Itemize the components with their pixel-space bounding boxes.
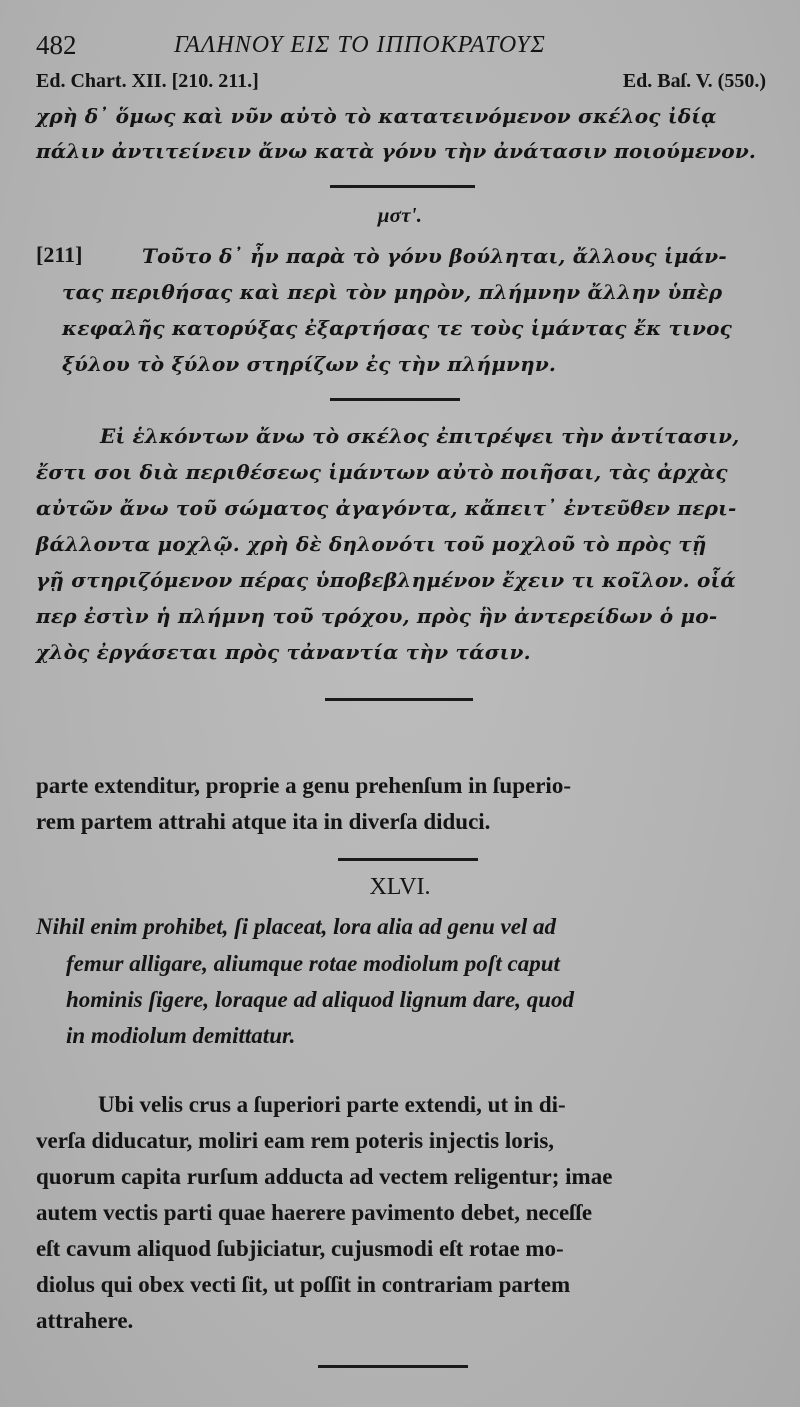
greek-intro-line: χρὴ δ᾽ ὅμως καὶ νῦν αὐτὸ τὸ κατατεινόμενον σκέλος ἰδίᾳ	[36, 104, 717, 128]
greek-commentary-line: βάλλοντα μοχλῷ. χρὴ δὲ δηλονότι τοῦ μοχλοῦ τὸ πρὸς τῇ	[36, 532, 707, 556]
latin-section-line: in modiolum demittatur.	[66, 1023, 296, 1048]
latin-section-line: femur alligare, aliumque rotae modiolum poſt caput	[66, 951, 560, 976]
latin-intro-line: parte extenditur, proprie a genu prehenſum in ſuperio-	[36, 773, 571, 798]
section-divider	[330, 185, 475, 188]
greek-commentary-line: περ ἐστὶν ἡ πλήμνη τοῦ τρόχου, πρὸς ἣν ἀντερείδων ὁ μο-	[36, 604, 718, 628]
latin-intro-line: rem partem attrahi atque ita in diverſa diduci.	[36, 809, 491, 834]
latin-commentary-line: diolus qui obex vecti ſit, ut poſſit in contrariam partem	[36, 1272, 571, 1297]
page-marker: [211]	[36, 242, 83, 267]
section-divider	[338, 858, 478, 861]
latin-section-line: Nihil enim prohibet, ſi placeat, lora alia ad genu vel ad	[36, 914, 557, 939]
section-divider	[325, 698, 473, 701]
latin-commentary-line: Ubi velis crus a ſuperiori parte extendi, ut in di-	[98, 1092, 566, 1117]
edition-line	[36, 70, 766, 96]
greek-section-line: κεφαλῆς κατορύξας ἐξαρτήσας τε τοὺς ἱμάντας ἔκ τινος	[62, 316, 733, 340]
running-head	[36, 30, 766, 66]
edition-left: Ed. Chart. XII. [210. 211.]	[36, 70, 259, 92]
greek-commentary-line: ἔστι σοι διὰ περιθέσεως ἱμάντων αὐτὸ ποιῆσαι, τὰς ἀρχὰς	[36, 460, 728, 484]
latin-section-line: hominis ſigere, loraque ad aliquod lignum dare, quod	[66, 987, 574, 1012]
latin-section-number: XLVI.	[369, 874, 431, 900]
greek-section-line: ξύλου τὸ ξύλον στηρίζων ἐς τὴν πλήμνην.	[62, 352, 557, 376]
greek-section-line: τας περιθήσας καὶ περὶ τὸν μηρὸν, πλήμνην ἄλλην ὑπὲρ	[62, 280, 723, 304]
greek-commentary-line: γῇ στηριζόμενον πέρας ὑποβεβλημένον ἔχειν τι κοῖλον. οἷά	[36, 568, 736, 592]
greek-commentary-line: αὐτῶν ἄνω τοῦ σώματος ἀγαγόντα, κἄπειτ᾽ ἐντεῦθεν περι-	[36, 496, 737, 520]
page-number: 482	[36, 30, 77, 60]
section-divider	[318, 1365, 468, 1368]
greek-commentary-line: χλὸς ἐργάσεται πρὸς τἀναντία τὴν τάσιν.	[36, 640, 531, 664]
latin-commentary-line: quorum capita rurſum adducta ad vectem religentur; imae	[36, 1164, 613, 1189]
greek-intro-line: πάλιν ἀντιτείνειν ἄνω κατὰ γόνυ τὴν ἀνάτασιν ποιούμενον.	[36, 139, 757, 163]
latin-commentary-line: eſt cavum aliquod ſubjiciatur, cujusmodi eſt rotae mo-	[36, 1236, 564, 1261]
greek-section-line: Τοῦτο δ᾽ ἦν παρὰ τὸ γόνυ βούληται, ἄλλους ἱμάν-	[142, 244, 727, 268]
latin-commentary-line: verſa diducatur, moliri eam rem poteris injectis loris,	[36, 1128, 555, 1153]
section-divider	[330, 398, 460, 401]
greek-section-number: μστʹ.	[377, 203, 423, 227]
running-title: ΓΑΛΗΝΟΥ ΕΙΣ ΤΟ ΙΠΠΟΚΡΑΤΟΥΣ	[174, 32, 546, 58]
latin-commentary-line: attrahere.	[36, 1308, 134, 1333]
latin-commentary-line: autem vectis parti quae haerere pavimento debet, neceſſe	[36, 1200, 593, 1225]
greek-commentary-line: Εἰ ἑλκόντων ἄνω τὸ σκέλος ἐπιτρέψει τὴν ἀντίτασιν,	[100, 424, 740, 448]
edition-right: Ed. Baſ. V. (550.)	[622, 70, 766, 92]
